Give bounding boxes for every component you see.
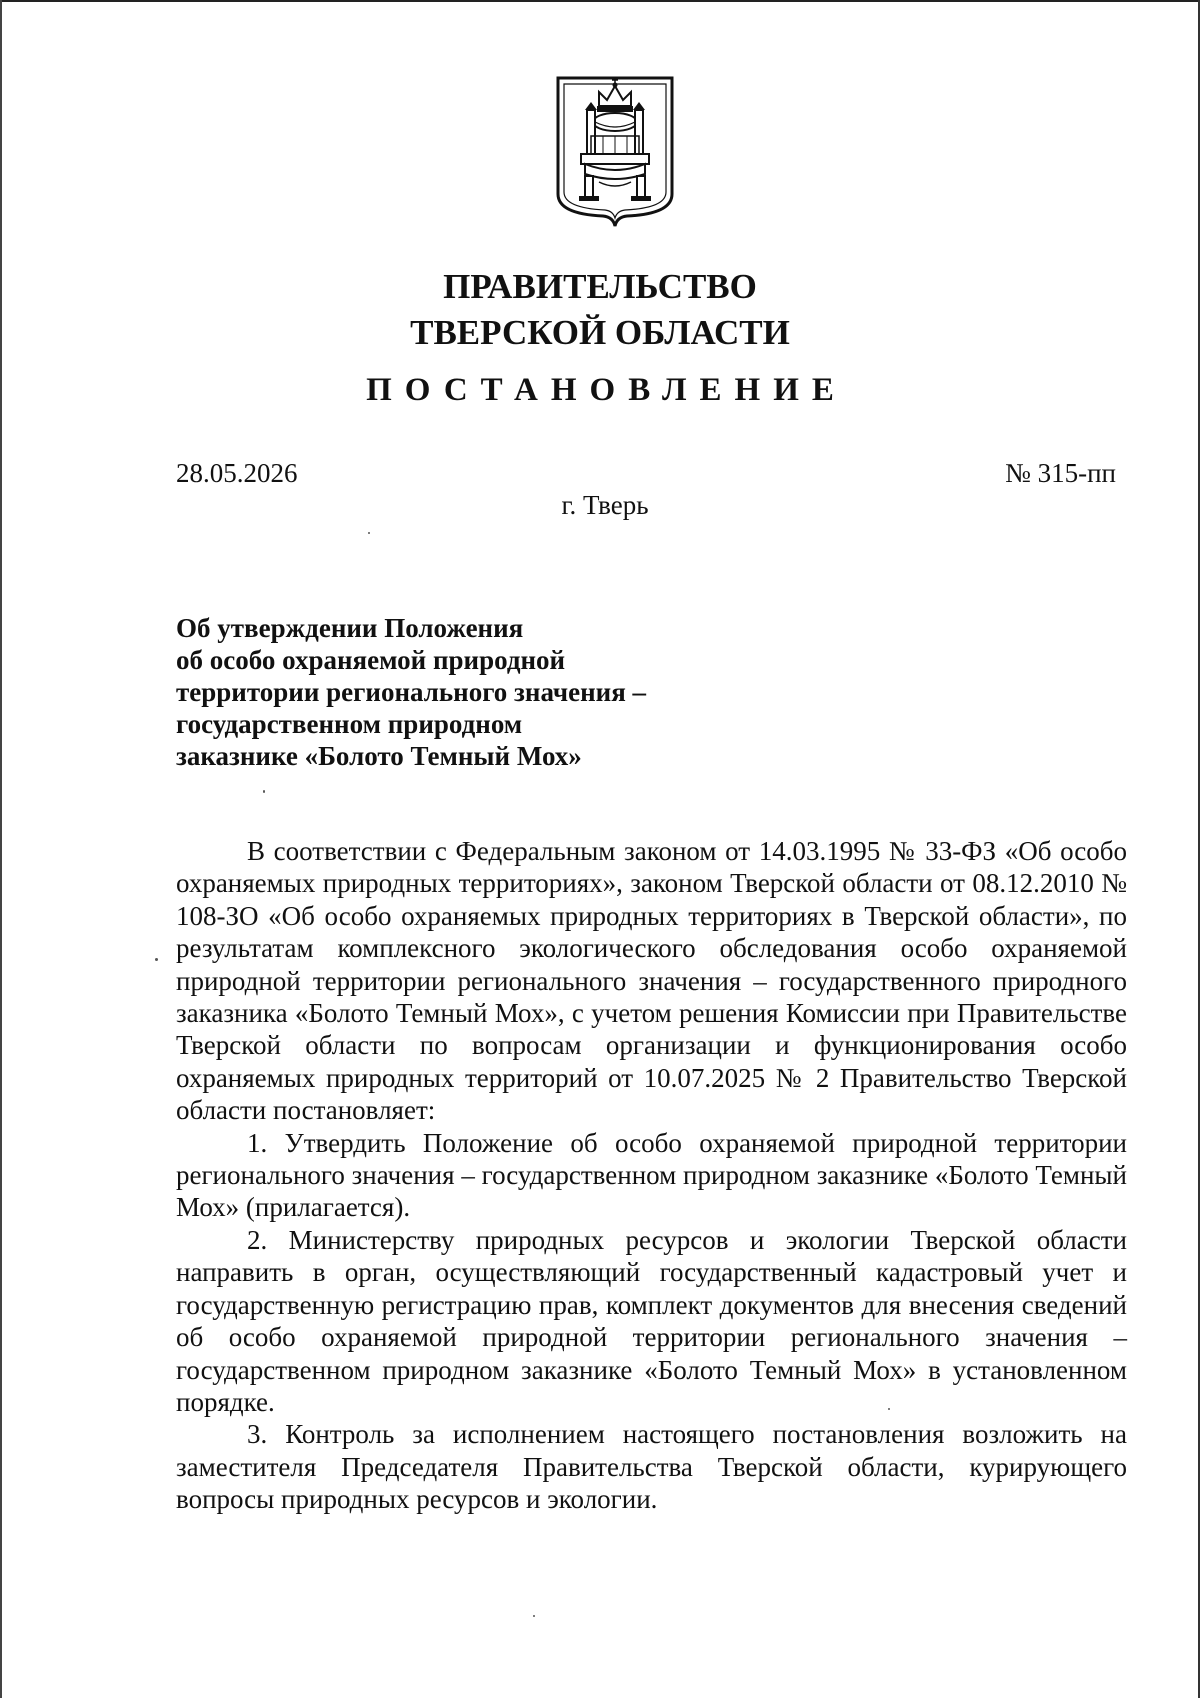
title-line: об особо охраняемой природной	[176, 645, 566, 675]
document-body	[176, 835, 1127, 1516]
clause-3-paragraph: 3. Контроль за исполнением настоящего постановления возложить на заместителя Председателя Правительства Тверской области, курирующего вопросы природных ресурсов и экологии.	[176, 1419, 1127, 1515]
document-title	[176, 612, 646, 772]
government-name-line1: ПРАВИТЕЛЬСТВО	[443, 267, 757, 306]
document-type: ПОСТАНОВЛЕНИЕ	[366, 372, 847, 408]
page-border-top	[0, 0, 1200, 2]
document-number: № 315-пп	[1005, 458, 1116, 488]
clause-2-paragraph: 2. Министерству природных ресурсов и экологии Тверской области направить в орган, осуществляющий государственный кадастровый учет и государственную регистрацию прав, комплект документов для внесения сведений об особо охраняемой природной территории регионального значения – государственном природном заказнике «Болото Темный Мох» в установленном порядке.	[176, 1224, 1127, 1417]
preamble-paragraph: В соответствии с Федеральным законом от 14.03.1995 № 33-ФЗ «Об особо охраняемых природных территориях», законом Тверской области от 08.12.2010 № 108-ЗО «Об особо охраняемых природных территориях в Тверской области», по результатам комплексного экологического обследования особо охраняемой природной территории регионального значения – государственного природного заказника «Болото Темный Мох», с учетом решения Комиссии при Правительстве Тверской области по вопросам организации и функционирования особо охраняемых природных территорий от 10.07.2025 № 2 Правительство Тверской области постановляет:	[176, 836, 1127, 1126]
title-line: территории регионального значения –	[176, 677, 647, 707]
clause-1-paragraph: 1. Утвердить Положение об особо охраняемой природной территории регионального значения – государственном природном заказнике «Болото Темный Мох» (прилагается).	[176, 1127, 1127, 1223]
title-line: Об утверждении Положения	[176, 613, 524, 643]
document-date: 28.05.2026	[176, 458, 298, 488]
title-line: заказнике «Болото Темный Мох»	[176, 741, 582, 771]
scan-speck	[155, 958, 158, 961]
government-name-line2: ТВЕРСКОЙ ОБЛАСТИ	[410, 313, 790, 352]
scan-speck	[263, 790, 265, 793]
page-border-left	[0, 0, 2, 1698]
scan-speck	[888, 1408, 890, 1410]
scan-speck	[533, 1615, 535, 1617]
government-name	[0, 264, 1200, 356]
title-line: государственном природном	[176, 709, 523, 739]
document-city: г. Тверь	[561, 490, 649, 520]
scan-speck	[368, 532, 370, 534]
coat-of-arms-tver-icon	[555, 76, 675, 228]
